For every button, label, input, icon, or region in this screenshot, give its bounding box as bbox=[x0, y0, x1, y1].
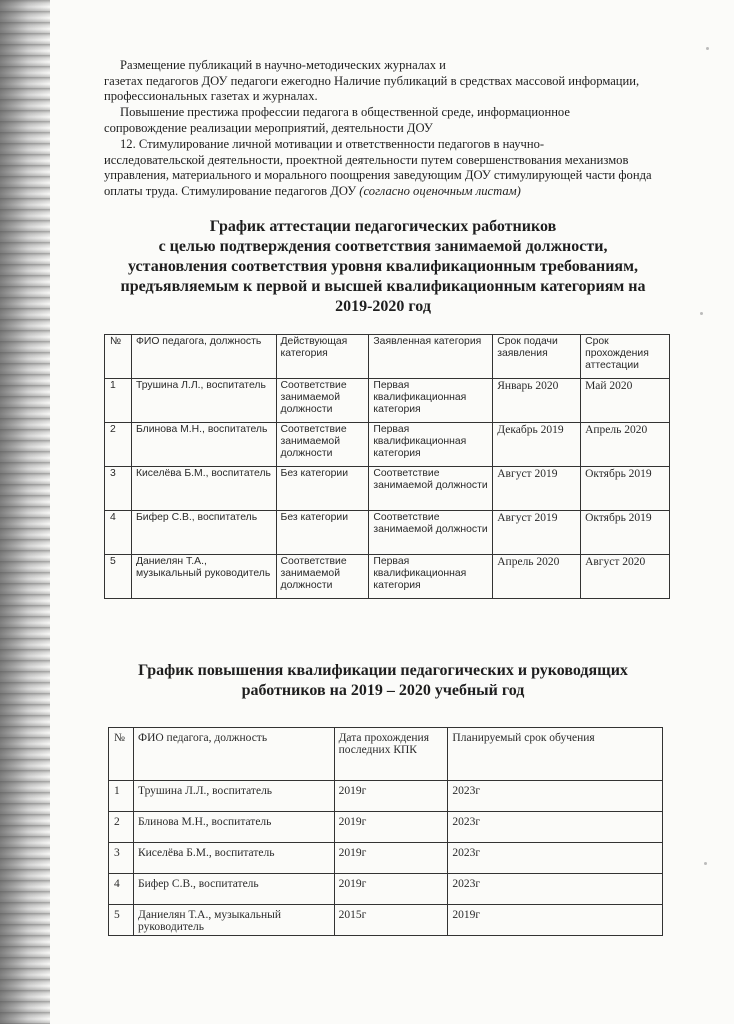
paragraph-main-text: исследовательской деятельности, проектной деятельности путем совершенствования механизмов управления, материального и морального поощрения заведующим ДОУ стимулирующей части фонда оплаты труда. Стимулирование педагогов ДОУ bbox=[104, 152, 652, 198]
paragraph-text: сопровождение реализации мероприятий, деятельности ДОУ bbox=[104, 120, 433, 135]
table-cell: 2023г bbox=[448, 781, 663, 812]
table-cell: Соответствие занимаемой должности bbox=[369, 467, 493, 511]
table-cell: Соответствие занимаемой должности bbox=[369, 511, 493, 555]
table-row bbox=[105, 423, 670, 467]
table-cell: Октябрь 2019 bbox=[581, 511, 670, 555]
table-cell: Даниелян Т.А., музыкальный руководитель bbox=[131, 555, 276, 599]
title-line: установления соответствия уровня квалификационным требованиям, bbox=[128, 258, 638, 275]
title-line: работников на 2019 – 2020 учебный год bbox=[241, 682, 525, 699]
table-cell: Январь 2020 bbox=[493, 379, 581, 423]
table-cell: 2019г bbox=[334, 812, 448, 843]
table-cell: Декабрь 2019 bbox=[493, 423, 581, 467]
table-cell: Даниелян Т.А., музыкальный руководитель bbox=[133, 905, 334, 936]
table-cell: 2015г bbox=[334, 905, 448, 936]
table-header-cell: Действующая категория bbox=[276, 335, 369, 379]
table-header-cell: № bbox=[105, 335, 132, 379]
title-line: предъявляемым к первой и высшей квалификационным категориям на bbox=[120, 278, 646, 295]
table-cell: Без категории bbox=[276, 467, 369, 511]
table-cell: 5 bbox=[109, 905, 134, 936]
table-row bbox=[109, 781, 663, 812]
table-row bbox=[105, 379, 670, 423]
table-cell: 1 bbox=[105, 379, 132, 423]
paragraph-line: 12. Стимулирование личной мотивации и ответственности педагогов в научно- bbox=[120, 137, 545, 151]
scan-speck bbox=[706, 47, 709, 50]
table-header-cell: Срок прохождения аттестации bbox=[581, 335, 670, 379]
table-cell: 3 bbox=[109, 843, 134, 874]
table-row bbox=[109, 812, 663, 843]
paragraph-text bbox=[104, 153, 664, 200]
scan-speck bbox=[700, 312, 703, 315]
table-cell: 2023г bbox=[448, 874, 663, 905]
table-cell: Трушина Л.Л., воспитатель bbox=[133, 781, 334, 812]
table-cell: 2019г bbox=[448, 905, 663, 936]
table-row bbox=[105, 467, 670, 511]
table-header-cell: Планируемый срок обучения bbox=[448, 728, 663, 781]
table-cell: 5 bbox=[105, 555, 132, 599]
table-cell: Август 2019 bbox=[493, 467, 581, 511]
table-cell: Апрель 2020 bbox=[493, 555, 581, 599]
table-cell: 1 bbox=[109, 781, 134, 812]
paragraph-italic-note: (согласно оценочным листам) bbox=[359, 183, 521, 198]
table-row bbox=[109, 905, 663, 936]
table-cell: Соответствие занимаемой должности bbox=[276, 423, 369, 467]
table-cell: 2 bbox=[105, 423, 132, 467]
table-cell: Соответствие занимаемой должности bbox=[276, 555, 369, 599]
paragraph-text: газетах педагогов ДОУ педагоги ежегодно Наличие публикаций в средствах массовой информации, профессиональных газетах и журналах. bbox=[104, 73, 640, 103]
table-cell: Бифер С.В., воспитатель bbox=[133, 874, 334, 905]
qualification-title bbox=[90, 661, 676, 701]
table-cell: Май 2020 bbox=[581, 379, 670, 423]
table-cell: 3 bbox=[105, 467, 132, 511]
title-line: График повышения квалификации педагогических и руководящих bbox=[138, 662, 628, 679]
table-header-cell: Дата прохождения последних КПК bbox=[334, 728, 448, 781]
table-cell: 2023г bbox=[448, 843, 663, 874]
title-line: 2019-2020 год bbox=[335, 298, 431, 315]
intro-paragraph-publications bbox=[104, 58, 664, 105]
table-cell: 2019г bbox=[334, 874, 448, 905]
table-cell: Август 2020 bbox=[581, 555, 670, 599]
table-cell: Соответствие занимаемой должности bbox=[276, 379, 369, 423]
table-cell: Первая квалификационная категория bbox=[369, 555, 493, 599]
table-header-cell: № bbox=[109, 728, 134, 781]
table-header-cell: ФИО педагога, должность bbox=[133, 728, 334, 781]
intro-paragraph-prestige bbox=[104, 105, 664, 136]
table-cell: Блинова М.Н., воспитатель bbox=[131, 423, 276, 467]
table-cell: Без категории bbox=[276, 511, 369, 555]
table-cell: Киселёва Б.М., воспитатель bbox=[133, 843, 334, 874]
scanned-page-edge bbox=[0, 0, 50, 1024]
table-cell: Октябрь 2019 bbox=[581, 467, 670, 511]
table-cell: Август 2019 bbox=[493, 511, 581, 555]
table-cell: Киселёва Б.М., воспитатель bbox=[131, 467, 276, 511]
table-header-cell: ФИО педагога, должность bbox=[131, 335, 276, 379]
title-line: График аттестации педагогических работников bbox=[209, 218, 557, 235]
title-line: с целью подтверждения соответствия занимаемой должности, bbox=[158, 238, 608, 255]
attestation-title bbox=[90, 217, 676, 317]
table-row bbox=[109, 843, 663, 874]
intro-paragraph-motivation bbox=[104, 137, 664, 199]
table-cell: Бифер С.В., воспитатель bbox=[131, 511, 276, 555]
table-row bbox=[109, 874, 663, 905]
table-header-cell: Срок подачи заявления bbox=[493, 335, 581, 379]
table-cell: 2023г bbox=[448, 812, 663, 843]
table-header-row bbox=[109, 728, 663, 781]
scan-speck bbox=[704, 862, 707, 865]
table-cell: Первая квалификационная категория bbox=[369, 379, 493, 423]
table-cell: Трушина Л.Л., воспитатель bbox=[131, 379, 276, 423]
table-cell: Блинова М.Н., воспитатель bbox=[133, 812, 334, 843]
paragraph-line: Повышение престижа профессии педагога в общественной среде, информационное bbox=[120, 105, 570, 119]
table-cell: 4 bbox=[109, 874, 134, 905]
table-cell: 2 bbox=[109, 812, 134, 843]
table-cell: 2019г bbox=[334, 781, 448, 812]
table-cell: 2019г bbox=[334, 843, 448, 874]
table-row bbox=[105, 555, 670, 599]
qualification-table bbox=[108, 727, 663, 936]
paragraph-line: Размещение публикаций в научно-методических журналах и bbox=[120, 58, 446, 72]
table-header-row bbox=[105, 335, 670, 379]
table-cell: 4 bbox=[105, 511, 132, 555]
table-cell: Первая квалификационная категория bbox=[369, 423, 493, 467]
table-header-cell: Заявленная категория bbox=[369, 335, 493, 379]
table-cell: Апрель 2020 bbox=[581, 423, 670, 467]
attestation-table bbox=[104, 334, 670, 599]
table-row bbox=[105, 511, 670, 555]
